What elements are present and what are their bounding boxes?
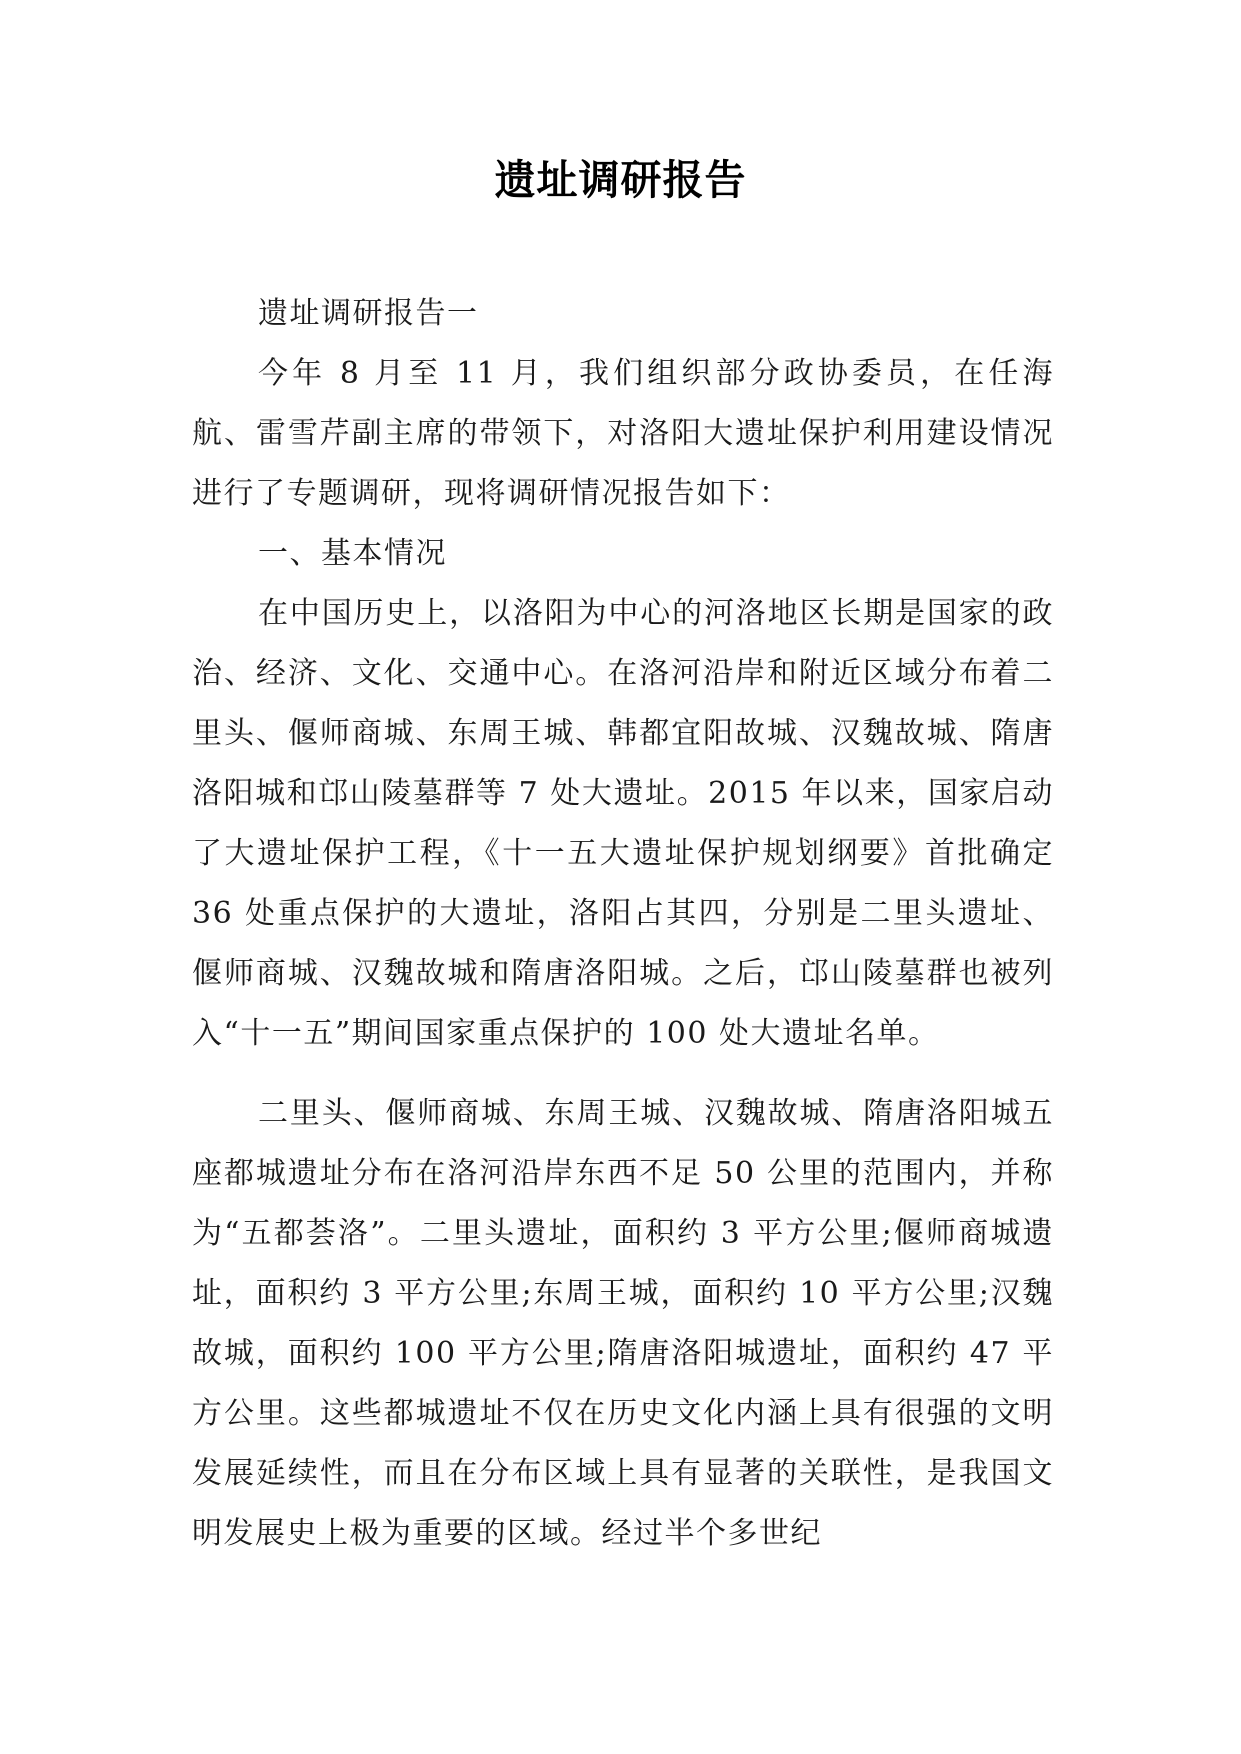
body-paragraph: 二里头、偃师商城、东周王城、汉魏故城、隋唐洛阳城五座都城遗址分布在洛河沿岸东西不足 50 公里的范围内，并称为“五都荟洛”。二里头遗址，面积约 3 平方公里;偃师商城遗址，面积约 3 平方公里;东周王城，面积约 10 平方公里;汉魏故城，面积约 100 平方公里;隋唐洛阳城遗址，面积约 47 平方公里。这些都城遗址不仅在历史文化内涵上具有很强的文明发展延续性，而且在分布区域上具有显著的关联性，是我国文明发展史上极为重要的区域。经过半个多世纪 bbox=[192, 1096, 1054, 1551]
report-subtitle: 遗址调研报告一 bbox=[258, 296, 479, 331]
document-body bbox=[192, 284, 1054, 1564]
body-paragraph: 在中国历史上，以洛阳为中心的河洛地区长期是国家的政治、经济、文化、交通中心。在洛河沿岸和附近区域分布着二里头、偃师商城、东周王城、韩都宜阳故城、汉魏故城、隋唐洛阳城和邙山陵墓群等 7 处大遗址。2015 年以来，国家启动了大遗址保护工程，《十一五大遗址保护规划纲要》首批确定 36 处重点保护的大遗址，洛阳占其四，分别是二里头遗址、偃师商城、汉魏故城和隋唐洛阳城。之后，邙山陵墓群也被列入“十一五”期间国家重点保护的 100 处大遗址名单。 bbox=[192, 596, 1054, 1051]
intro-paragraph: 今年 8 月至 11 月，我们组织部分政协委员，在任海航、雷雪芹副主席的带领下，对洛阳大遗址保护利用建设情况进行了专题调研，现将调研情况报告如下： bbox=[192, 356, 1054, 511]
document-title: 遗址调研报告 bbox=[494, 156, 747, 204]
section-heading: 一、基本情况 bbox=[258, 536, 447, 571]
